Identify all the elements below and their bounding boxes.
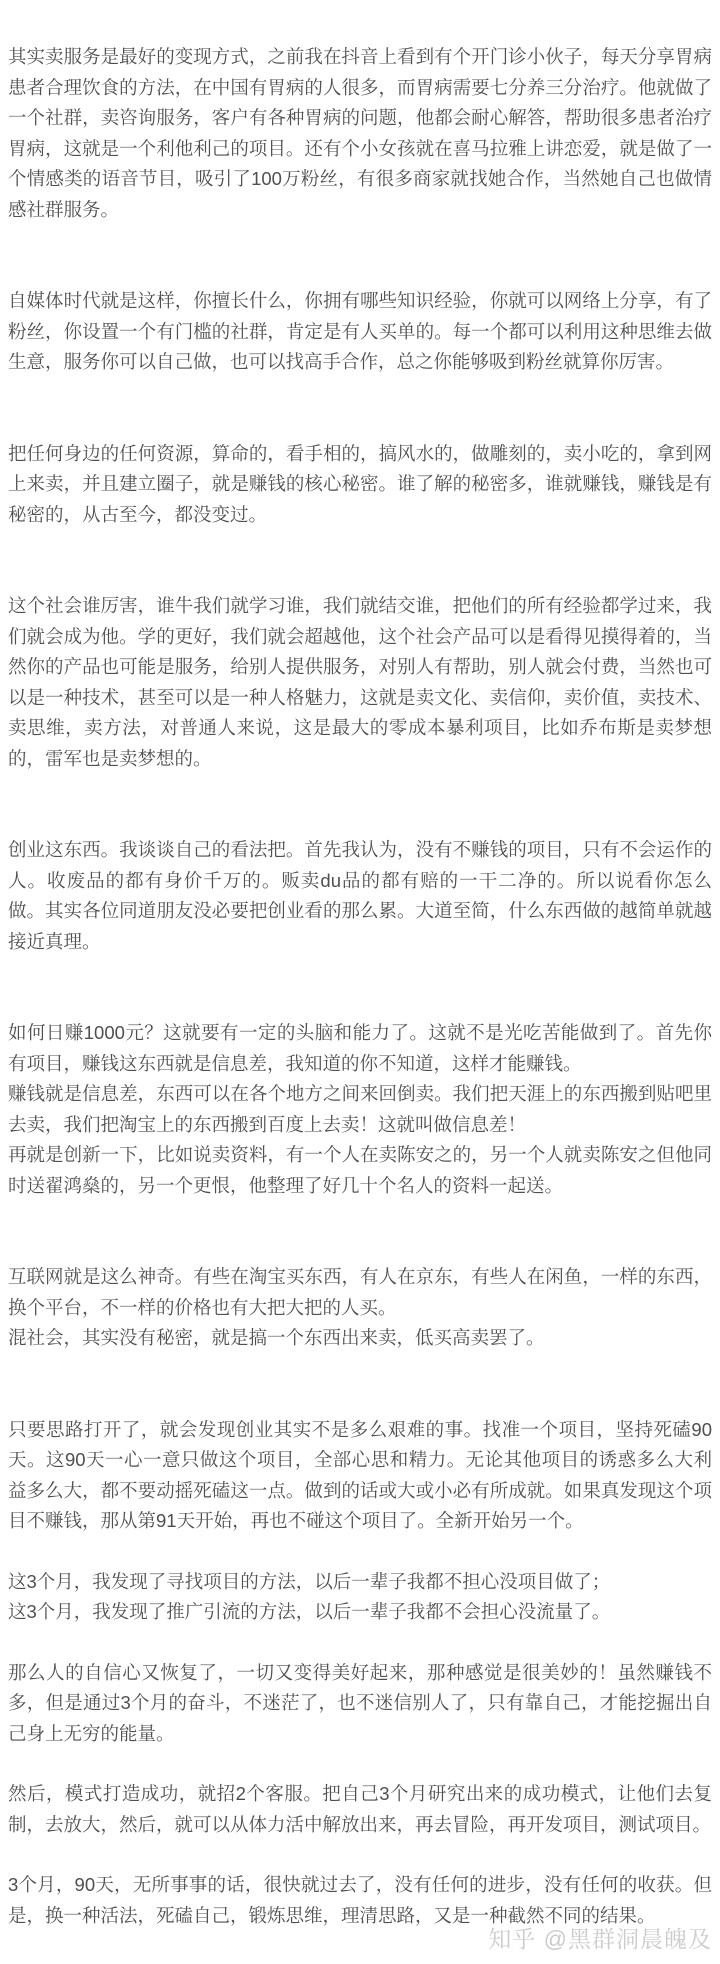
paragraph-line: 然后，模式打造成功，就招2个客服。把自己3个月研究出来的成功模式，让他们去复制，去放大，然后，就可以从体力活中解放出来，再去冒险，再开发项目，测试项目。 xyxy=(8,1783,712,1835)
paragraph xyxy=(8,1567,712,1628)
paragraph-line: 自媒体时代就是这样，你擅长什么，你拥有哪些知识经验，你就可以网络上分享，有了粉丝，你设置一个有门槛的社群，肯定是有人买单的。每一个都可以利用这种思维去做生意，服务你可以自己做，也可以找高手合作，总之你能够吸到粉丝就算你厉害。 xyxy=(8,290,712,372)
paragraph-line: 再就是创新一下，比如说卖资料，有一个人在卖陈安之的，另一个人就卖陈安之但他同时送翟鸿燊的，另一个更恨，他整理了好几十个名人的资料一起送。 xyxy=(8,1144,712,1196)
paragraph-line: 这3个月，我发现了寻找项目的方法，以后一辈子我都不担心没项目做了； xyxy=(8,1570,611,1592)
paragraph-line: 赚钱就是信息差，东西可以在各个地方之间来回倒卖。我们把天涯上的东西搬到贴吧里去卖，我们把淘宝上的东西搬到百度上去卖！这就叫做信息差！ xyxy=(8,1083,712,1135)
paragraph xyxy=(8,439,712,531)
paragraph-line: 那么人的自信心又恢复了，一切又变得美好起来，那种感觉是很美妙的！虽然赚钱不多，但是通过3个月的奋斗，不迷茫了，也不迷信别人了，只有靠自己，才能挖掘出自己身上无穷的能量。 xyxy=(8,1661,712,1744)
paragraph-line: 只要思路打开了，就会发现创业其实不是多么艰难的事。找准一个项目，坚持死磕90天。这90天一心一意只做这个项目，全部心思和精力。无论其他项目的诱惑多么大利益多么大，都不要动摇死磕这一点。做到的话或大或小必有所成就。如果真发现这个项目不赚钱，那从第91天开始，再也不碰这个项目了。全新开始另一个。 xyxy=(8,1418,712,1531)
paragraph-line: 混社会，其实没有秘密，就是搞一个东西出来卖，低买高卖罢了。 xyxy=(8,1327,545,1348)
paragraph-line: 这3个月，我发现了推广引流的方法，以后一辈子我都不会担心没流量了。 xyxy=(8,1601,611,1622)
paragraph xyxy=(8,1658,712,1750)
paragraph-line: 创业这东西。我谈谈自己的看法把。首先我认为，没有不赚钱的项目，只有不会运作的人。收废品的都有身价千万的。贩卖du品的都有赔的一干二净的。所以说看你怎么做。其实各位同道朋友没必要把创业看的那么累。大道至简，什么东西做的越简单就越接近真理。 xyxy=(8,839,712,952)
paragraph-line: 3个月，90天，无所事事的话，很快就过去了，没有任何的进步，没有任何的收获。但是，换一种活法，死磕自己，锻炼思维，理清思路，又是一种截然不同的结果。 xyxy=(8,1874,712,1926)
paragraph-line: 互联网就是这么神奇。有些在淘宝买东西，有人在京东，有些人在闲鱼，一样的东西，换个平台，不一样的价格也有大把大把的人买。 xyxy=(8,1266,712,1318)
paragraph xyxy=(8,42,712,225)
paragraph xyxy=(8,1018,712,1201)
zhihu-watermark: 知乎 @黑群洞晨魄及 xyxy=(488,1926,712,1952)
paragraph xyxy=(8,591,712,774)
paragraph-line: 如何日赚1000元？这就要有一定的头脑和能力了。这就不是光吃苦能做到了。首先你有项目，赚钱这东西就是信息差，我知道的你不知道，这样才能赚钱。 xyxy=(8,1022,712,1074)
paragraph xyxy=(8,286,712,378)
paragraph xyxy=(8,1262,712,1354)
paragraph-line: 这个社会谁厉害，谁牛我们就学习谁，我们就结交谁，把他们的所有经验都学过来，我们就会成为他。学的更好，我们就会超越他，这个社会产品可以是看得见摸得着的，当然你的产品也可能是服务，给别人提供服务，对别人有帮助，别人就会付费，当然也可以是一种技术，甚至可以是一种人格魅力，这就是卖文化、卖信仰，卖价值，卖技术、卖思维，卖方法，对普通人来说，这是最大的零成本暴利项目，比如乔布斯是卖梦想的，雷军也是卖梦想的。 xyxy=(8,595,712,769)
paragraph xyxy=(8,1415,712,1537)
paragraph-line: 把任何身边的任何资源，算命的，看手相的，搞风水的，做雕刻的，卖小吃的，拿到网上来卖，并且建立圈子，就是赚钱的核心秘密。谁了解的秘密多，谁就赚钱，赚钱是有秘密的，从古至今，都没变过。 xyxy=(8,442,712,525)
paragraph-line: 其实卖服务是最好的变现方式，之前我在抖音上看到有个开门诊小伙子，每天分享胃病患者合理饮食的方法，在中国有胃病的人很多，而胃病需要七分养三分治疗。他就做了一个社群，卖咨询服务，客户有各种胃病的问题，他都会耐心解答，帮助很多患者治疗胃病，这就是一个利他利己的项目。还有个小女孩就在喜马拉雅上讲恋爱，就是做了一个情感类的语音节目，吸引了100万粉丝，有很多商家就找她合作，当然她自己也做情感社群服务。 xyxy=(8,46,712,220)
paragraph xyxy=(8,1870,712,1931)
paragraph xyxy=(8,1779,712,1840)
paragraph xyxy=(8,835,712,957)
